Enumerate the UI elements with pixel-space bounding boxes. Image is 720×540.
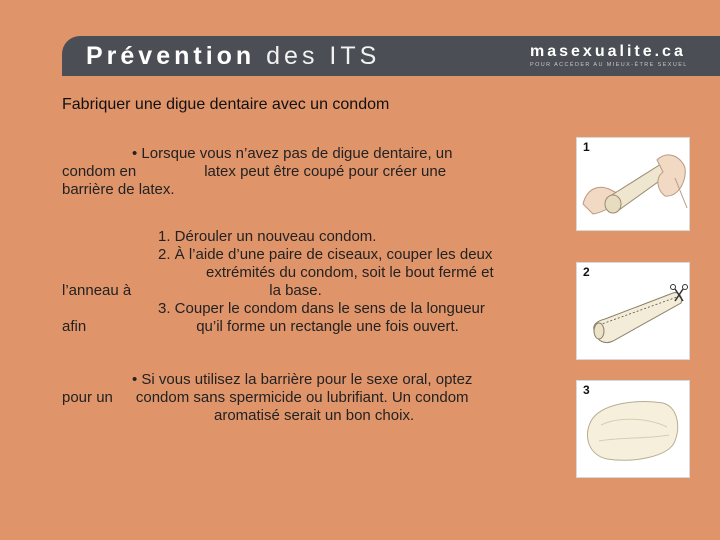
step-image-3 <box>576 380 690 478</box>
steps-list <box>62 228 542 336</box>
brand-name: masexualite.ca <box>530 43 686 60</box>
title-bold: Prévention <box>86 42 256 70</box>
oral-line-1: • Si vous utilisez la barrière pour le sexe oral, optez <box>132 371 473 388</box>
oral-line-2-right: condom sans spermicide ou lubrifiant. Un condom <box>135 389 469 406</box>
brand-tagline: POUR ACCÉDER AU MIEUX-ÊTRE SEXUEL <box>530 62 688 68</box>
step-3b-right: qu’il forme un rectangle une fois ouvert. <box>196 318 459 335</box>
oral-line-3: aromatisé serait un bon choix. <box>214 407 415 424</box>
section-subtitle: Fabriquer une digue dentaire avec un condom <box>62 96 390 113</box>
oral-paragraph <box>62 371 532 425</box>
oral-line-2-left: pour un <box>62 389 113 406</box>
intro-line-2a: condom en <box>62 163 137 180</box>
image-number-3: 3 <box>583 383 590 397</box>
step-3a: 3. Couper le condom dans le sens de la longueur <box>158 300 485 317</box>
header <box>0 0 720 80</box>
step-image-2 <box>576 262 690 360</box>
step-image-1 <box>576 137 690 231</box>
intro-line-2b: latex peut être coupé pour créer une <box>204 163 447 180</box>
step-2a: 2. À l’aide d’une paire de ciseaux, couper les deux <box>158 246 493 263</box>
step-2c-left: l’anneau à <box>62 282 132 299</box>
intro-paragraph <box>62 145 532 199</box>
image-number-2: 2 <box>583 265 590 279</box>
title-light: des ITS <box>266 42 381 70</box>
cut-condom-icon <box>577 263 689 359</box>
intro-line-3: barrière de latex. <box>62 181 175 198</box>
latex-sheet-icon <box>577 381 689 477</box>
page-title <box>86 42 380 71</box>
step-1: 1. Dérouler un nouveau condom. <box>158 228 377 245</box>
step-2c-right: la base. <box>269 282 322 299</box>
intro-line-1: • Lorsque vous n’avez pas de digue dentaire, un <box>132 145 453 162</box>
step-2b: extrémités du condom, soit le bout fermé et <box>206 264 494 281</box>
step-3b-left: afin <box>62 318 87 335</box>
image-number-1: 1 <box>583 140 590 154</box>
unrolling-condom-icon <box>577 138 689 230</box>
